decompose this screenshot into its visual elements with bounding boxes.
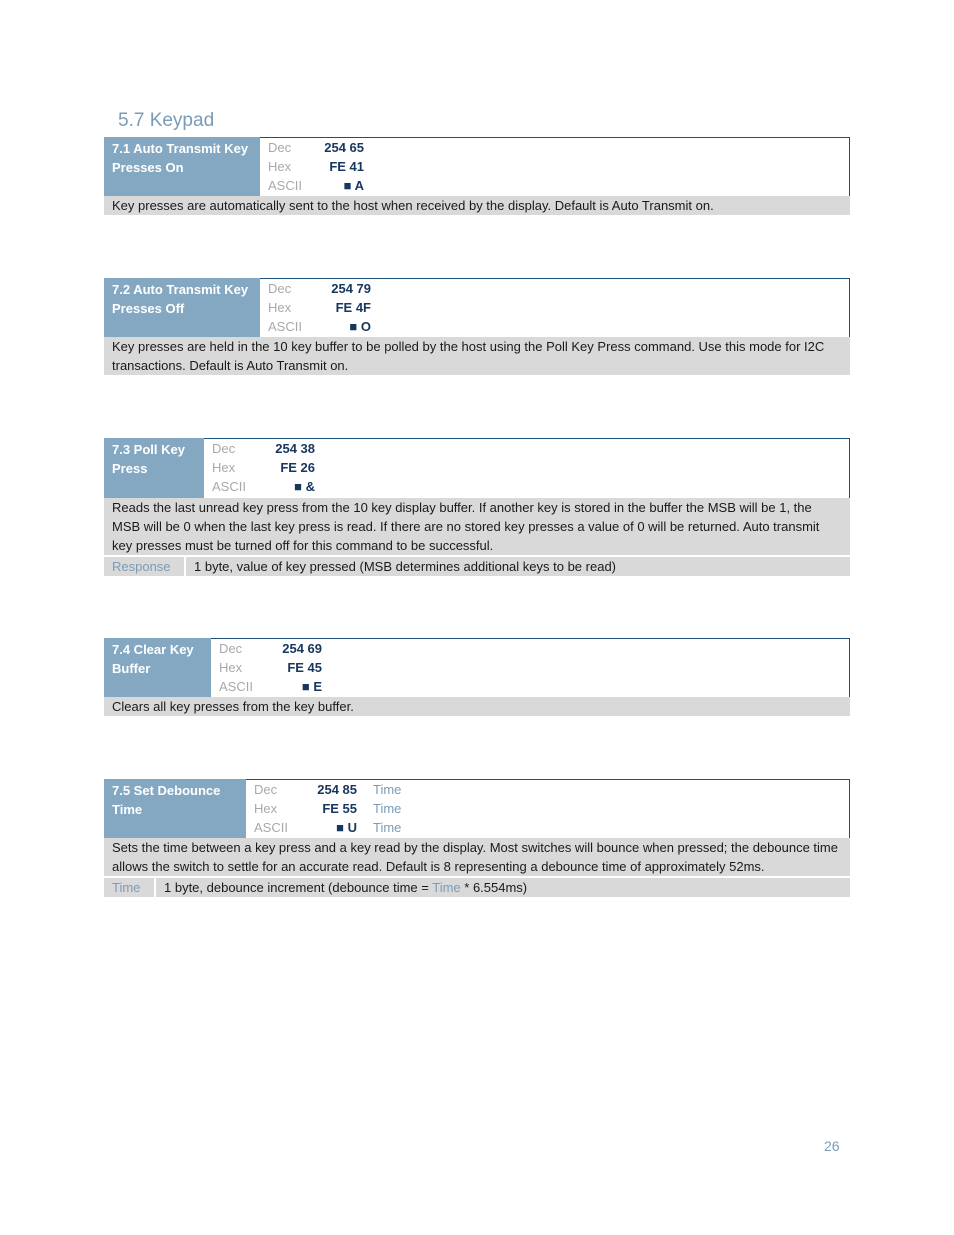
code-value: ■ U	[336, 820, 357, 835]
code-label: Hex	[268, 300, 292, 315]
command-header	[104, 779, 850, 838]
command-auto-transmit-on	[104, 137, 850, 215]
code-param: Time	[373, 782, 402, 797]
code-value: FE 55	[322, 801, 357, 816]
command-title: 7.3 Poll Key Press	[104, 438, 204, 498]
code-value: 254 79	[331, 281, 371, 296]
command-description: Sets the time between a key press and a key read by the display. Most switches will bounce when pressed; the debounce time allows the switch to settle for an accurate read. Default is 8 representing a debounce time of approximately 52ms.	[104, 838, 850, 876]
response-text: 1 byte, debounce increment (debounce time =	[164, 880, 433, 895]
code-value: ■ &	[294, 479, 315, 494]
command-set-debounce-time	[104, 779, 850, 897]
code-label: ASCII	[268, 319, 302, 334]
code-label: ASCII	[219, 679, 253, 694]
code-label: Hex	[254, 801, 278, 816]
code-label: Dec	[212, 441, 236, 456]
response-row	[104, 878, 850, 897]
response-value	[156, 878, 535, 897]
command-poll-key-press	[104, 438, 850, 576]
response-value: 1 byte, value of key pressed (MSB determines additional keys to be read)	[194, 559, 616, 574]
command-header	[104, 137, 850, 196]
command-description: Reads the last unread key press from the 10 key display buffer. If another key is stored in the buffer the MSB will be 1, the MSB will be 0 when the last key press is read. If there are no stored key presses a value of 0 will be returned. Auto transmit key presses must be turned off for this command to be successful.	[104, 498, 850, 555]
code-label: Dec	[268, 281, 292, 296]
code-value: FE 41	[329, 159, 364, 174]
code-value: 254 69	[282, 641, 322, 656]
command-header	[104, 438, 850, 498]
code-label: ASCII	[254, 820, 288, 835]
code-label: ASCII	[212, 479, 246, 494]
command-description: Key presses are held in the 10 key buffer to be polled by the host using the Poll Key Press command. Use this mode for I2C transactions. Default is Auto Transmit on.	[104, 337, 850, 375]
response-label: Response	[104, 557, 186, 576]
command-description: Clears all key presses from the key buffer.	[104, 697, 850, 716]
code-label: Dec	[219, 641, 243, 656]
command-header	[104, 278, 850, 337]
command-title: 7.5 Set Debounce Time	[104, 779, 246, 838]
code-value: ■ O	[349, 319, 371, 334]
code-value: 254 85	[317, 782, 357, 797]
code-value: FE 26	[280, 460, 315, 475]
response-label: Time	[104, 878, 156, 897]
code-param: Time	[373, 801, 402, 816]
code-value: ■ A	[343, 178, 364, 193]
code-label: Hex	[268, 159, 292, 174]
command-description: Key presses are automatically sent to the host when received by the display. Default is Auto Transmit on.	[104, 196, 850, 215]
response-row	[104, 557, 850, 576]
command-header	[104, 638, 850, 697]
code-label: ASCII	[268, 178, 302, 193]
response-text: * 6.554ms)	[460, 880, 528, 895]
code-value: 254 65	[324, 140, 364, 155]
page-number: 26	[824, 1138, 840, 1154]
code-value: FE 4F	[335, 300, 371, 315]
command-title: 7.2 Auto Transmit Key Presses Off	[104, 278, 260, 337]
command-title: 7.1 Auto Transmit Key Presses On	[104, 137, 260, 196]
command-auto-transmit-off	[104, 278, 850, 375]
code-value: ■ E	[301, 679, 322, 694]
response-param-token: Time	[432, 880, 461, 895]
code-label: Hex	[212, 460, 236, 475]
command-title: 7.4 Clear Key Buffer	[104, 638, 211, 697]
command-clear-key-buffer	[104, 638, 850, 716]
code-label: Dec	[268, 140, 292, 155]
code-label: Hex	[219, 660, 243, 675]
section-heading: 5.7 Keypad	[118, 110, 215, 131]
code-value: 254 38	[275, 441, 315, 456]
code-label: Dec	[254, 782, 278, 797]
code-param: Time	[373, 820, 402, 835]
code-value: FE 45	[287, 660, 322, 675]
